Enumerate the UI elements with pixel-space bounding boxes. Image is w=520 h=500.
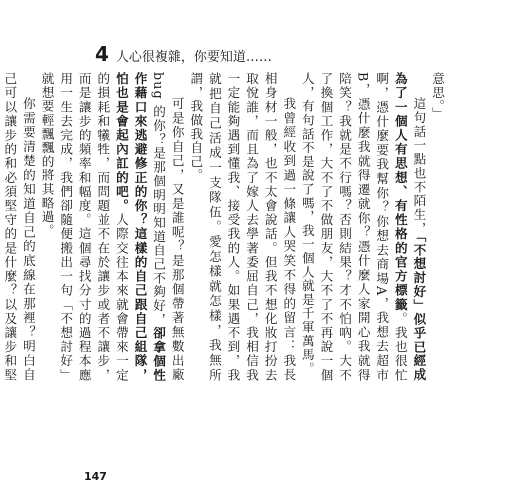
chapter-number: 4 (95, 42, 110, 66)
chapter-title: 人心很複雜，你要知道…… (115, 50, 272, 65)
paragraph-4-text-b: 人際交往本來就會帶來一定的損耗和犧牲，而問題並不在於讓步或者不讓步，而是讓步的頻率和幅度。這個尋找分寸的過程本應用一生去完成，我們卻隨便搬出一句「不想討好」就想要輕飄飄的將其略過。 (39, 72, 129, 382)
paragraph-4-text-a: 可是你自己，又是誰呢？是那個帶著無數出廠 bug 的你？是那個明明知道自己不夠好， (151, 72, 185, 382)
paragraph-5-text: 你需要清楚的知道自己的底線在那裡？明白自己可以讓步的和必須堅守的是什麼？以及讓步和堅 (2, 72, 36, 382)
paragraph-3-text: 我曾經收到過一條讓人哭笑不得的留言：我長相身材一般，也不太會說話。但我不想化妝打扮去取悅誰，而且為了嫁人去學著委屈自己，我相信我一定能夠遇到懂我、接受我的人。如果遇不到，我就把自己活成一支隊伍。愛怎樣就怎樣，我無所謂，我做我自己。 (188, 72, 297, 382)
paragraph-2-text-a: 這句話一點也不陌生， (411, 97, 427, 236)
vertical-text-body (2, 72, 446, 382)
paragraph-4-bold: 卻拿個性作藉口來逃避修正的你？這樣的自己跟自己組隊，怕也是會起內訌的吧。 (113, 72, 167, 382)
page-number: 147 (84, 470, 107, 483)
paragraph-2-text-b: 。我也很忙啊，憑什麼要我幫你？你想去商場A，我想去超市B，憑什麼我就得遷就你？憑什麼人家開心我就得陪笑？我就是不行嗎？否則結果？才不怕吶。大不了換個工作，大不了不做朋友，大不了不再說一個人，有句話不是說了嗎，我一個人就是千軍萬馬。 (299, 72, 408, 382)
paragraph-4 (37, 72, 186, 382)
paragraph-2-bold: 「不想討好」似乎已經成為了一個人有思想、有性格的官方標籤 (392, 72, 427, 382)
paragraph-1 (427, 72, 446, 382)
paragraph-2 (297, 72, 427, 382)
paragraph-1-text: 意思。」 (430, 72, 445, 121)
paragraph-3 (186, 72, 298, 382)
paragraph-5 (0, 72, 37, 382)
chapter-header (95, 42, 272, 66)
